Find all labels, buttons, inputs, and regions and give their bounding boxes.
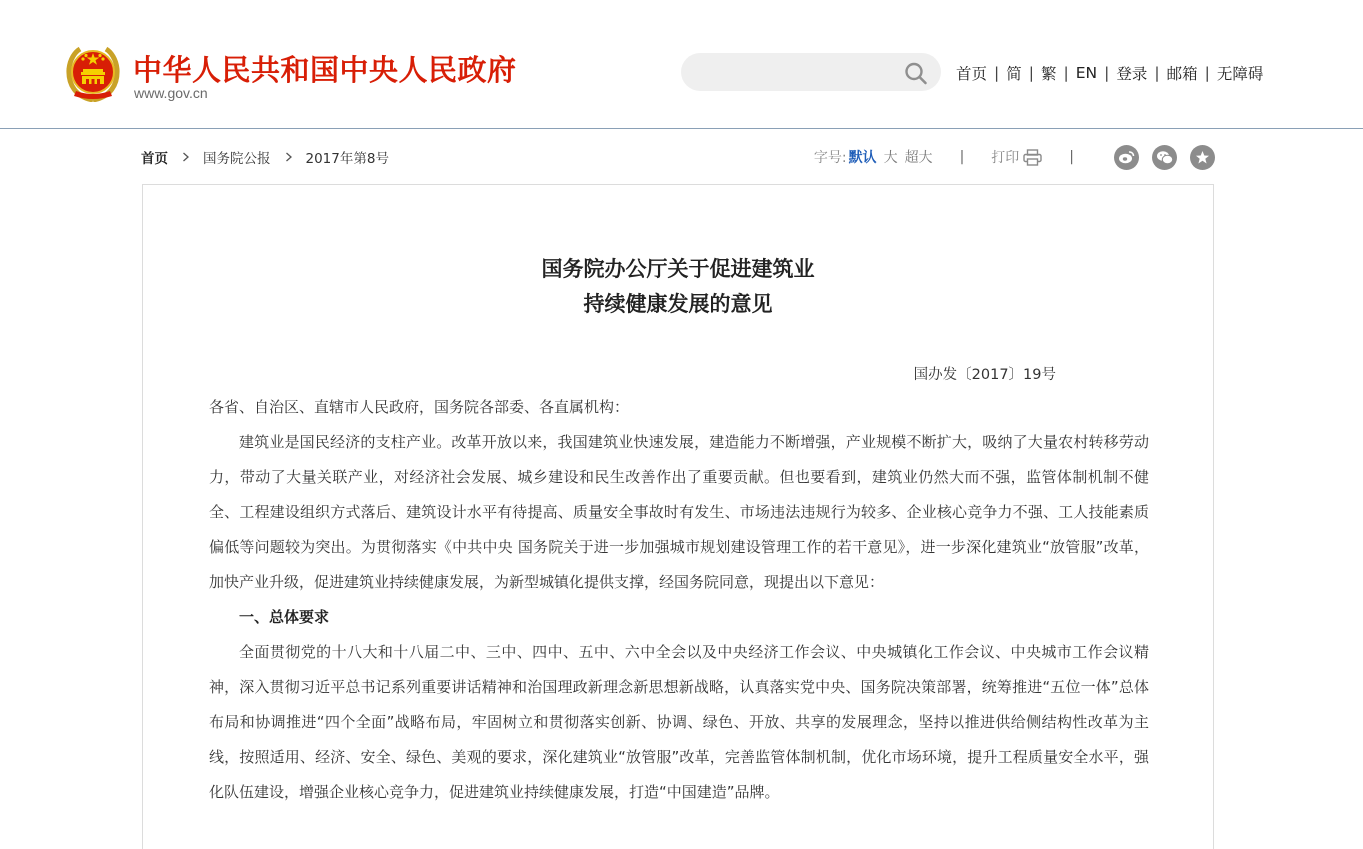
nav-mailbox-link[interactable]: 邮箱: [1166, 65, 1198, 83]
search-icon[interactable]: [902, 60, 930, 86]
national-emblem-icon[interactable]: [66, 45, 120, 102]
weibo-icon[interactable]: [1114, 145, 1139, 170]
print-button[interactable]: [991, 147, 1042, 167]
nav-divider: |: [1063, 64, 1069, 82]
nav-accessibility-link[interactable]: 无障碍: [1216, 65, 1264, 83]
nav-divider: |: [994, 64, 1000, 82]
article-paragraph: 全面贯彻党的十八大和十八届二中、三中、四中、五中、六中全会以及中央经济工作会议、中央城镇化工作会议、中央城市工作会议精神，深入贯彻习近平总书记系列重要讲话精神和治国理政新理念新思想新战略，认真落实党中央、国务院决策部署，统筹推进“五位一体”总体布局和协调推进“四个全面”战略布局，牢固树立和贯彻落实创新、协调、绿色、开放、共享的发展理念，坚持以推进供给侧结构性改革为主线，按照适用、经济、安全、绿色、美观的要求，深化建筑业“放管服”改革，完善监管体制机制，优化市场环境，提升工程质量安全水平，强化队伍建设，增强企业核心竞争力，促进建筑业持续健康发展，打造“中国建造”品牌。: [209, 643, 1149, 801]
article-title: [143, 251, 1213, 321]
chevron-right-icon: [285, 152, 293, 162]
nav-simplified-link[interactable]: 简: [1006, 65, 1022, 83]
site-domain: www.gov.cn: [134, 85, 208, 101]
breadcrumb-home-link[interactable]: 首页: [141, 151, 168, 167]
breadcrumb-gazette-link[interactable]: 国务院公报: [203, 151, 271, 167]
toolbar-divider: |: [1069, 149, 1074, 165]
favorite-star-icon[interactable]: [1190, 145, 1215, 170]
breadcrumb-toolbar: [141, 143, 1215, 171]
nav-divider: |: [1154, 64, 1160, 82]
chevron-right-icon: [182, 152, 190, 162]
nav-login-link[interactable]: 登录: [1116, 65, 1148, 83]
breadcrumb-issue-link[interactable]: 2017年第8号: [305, 151, 389, 167]
article-title-line: 国务院办公厅关于促进建筑业: [541, 256, 815, 281]
nav-english-link[interactable]: EN: [1075, 64, 1098, 82]
section-heading: 一、总体要求: [239, 608, 330, 626]
nav-divider: |: [1028, 64, 1034, 82]
article-paragraph: 建筑业是国民经济的支柱产业。改革开放以来，我国建筑业快速发展，建造能力不断增强，产业规模不断扩大，吸纳了大量农村转移劳动力，带动了大量关联产业，对经济社会发展、城乡建设和民生改善作出了重要贡献。但也要看到，建筑业仍然大而不强，监管体制机制不健全、工程建设组织方式落后、建筑设计水平有待提高、质量安全事故时有发生、市场违法违规行为较多、企业核心竞争力不强、工人技能素质偏低等问题较为突出。为贯彻落实《中共中央 国务院关于进一步加强城市规划建设管理工作的若干意见》，进一步深化建筑业“放管服”改革，加快产业升级，促进建筑业持续健康发展，为新型城镇化提供支撑，经国务院同意，现提出以下意见：: [209, 433, 1149, 591]
toolbar-divider: |: [959, 149, 965, 165]
salutation: 各省、自治区、直辖市人民政府，国务院各部委、各直属机构：: [209, 398, 630, 416]
article-title-line: 持续健康发展的意见: [583, 291, 773, 316]
nav-home-link[interactable]: 首页: [956, 65, 988, 83]
print-label: 打印: [991, 150, 1020, 166]
font-size-large-option[interactable]: 大: [883, 150, 898, 166]
breadcrumb: [141, 147, 389, 167]
font-size-xlarge-option[interactable]: 超大: [904, 150, 933, 166]
nav-divider: |: [1104, 64, 1110, 82]
article-body: [209, 390, 1149, 810]
article-panel: [142, 184, 1214, 849]
wechat-icon[interactable]: [1152, 145, 1177, 170]
site-name[interactable]: 中华人民共和国中央人民政府: [133, 53, 517, 87]
font-size-label: 字号:: [813, 150, 847, 166]
nav-traditional-link[interactable]: 繁: [1041, 65, 1057, 83]
site-header: [0, 0, 1363, 129]
document-number: 国办发〔2017〕19号: [913, 367, 1056, 383]
top-nav: [956, 62, 1263, 84]
nav-divider: |: [1204, 64, 1210, 82]
font-size-default-option[interactable]: 默认: [848, 150, 877, 166]
printer-icon: [1023, 149, 1042, 166]
article-tools: [814, 143, 1215, 171]
